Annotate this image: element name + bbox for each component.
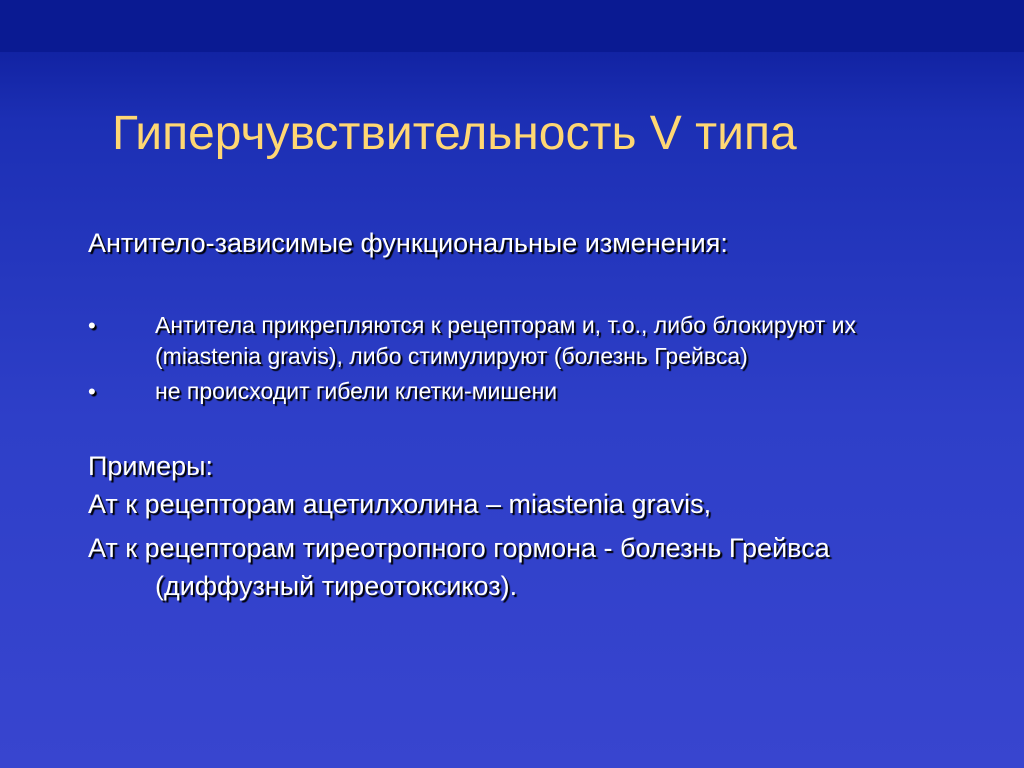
example-line: Ат к рецепторам ацетилхолина – miastenia gravis, [88,489,712,519]
top-band [0,0,1024,52]
bullet-icon: • [88,313,96,338]
bullet-item [88,310,968,372]
examples-heading: Примеры: [88,451,214,481]
slide-title: Гиперчувствительность V типа [112,107,797,160]
bullet-list [88,310,968,407]
bullet-text: не происходит гибели клетки-мишени [155,378,558,404]
example-line: Ат к рецепторам тиреотропного гормона - болезнь Грейвса (диффузный тиреотоксикоз). [88,533,830,601]
examples-section [88,447,968,605]
slide-subtitle: Антитело-зависимые функциональные изменения: [88,228,728,258]
bullet-icon: • [88,379,96,404]
slide-content [88,226,968,611]
bullet-item [88,376,968,407]
bullet-text: Антитела прикрепляются к рецепторам и, т.о., либо блокируют их (miastenia gravis), либо стимулируют (болезнь Грейвса) [155,312,856,369]
